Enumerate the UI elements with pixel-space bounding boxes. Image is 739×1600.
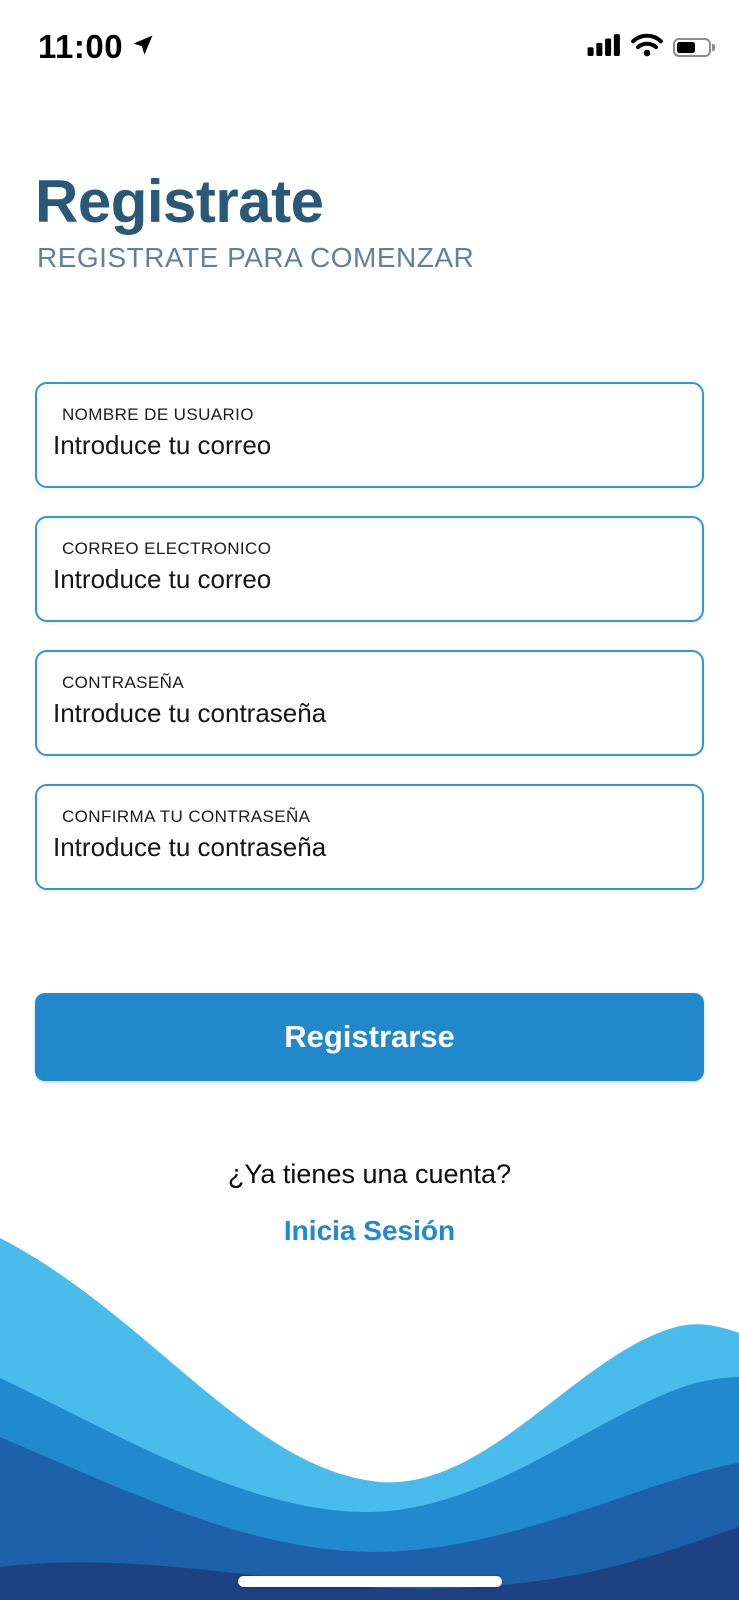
confirm-password-field[interactable]	[35, 784, 704, 890]
email-input[interactable]	[53, 564, 673, 595]
status-time: 11:00	[38, 28, 124, 65]
register-button[interactable]: Registrarse	[35, 993, 704, 1081]
battery-level	[677, 42, 695, 53]
location-arrow-icon	[131, 33, 155, 62]
status-bar	[0, 0, 739, 70]
battery-icon	[673, 38, 716, 57]
email-label: CORREO ELECTRONICO	[62, 539, 272, 558]
password-input[interactable]	[53, 698, 673, 729]
username-field[interactable]	[35, 382, 704, 488]
status-bar-left	[38, 28, 155, 66]
password-field[interactable]	[35, 650, 704, 756]
status-bar-right	[587, 33, 716, 62]
page-title: Registrate	[35, 168, 324, 235]
wave-decoration	[0, 1230, 739, 1600]
signal-strength-icon	[587, 33, 621, 61]
password-label: CONTRASEÑA	[62, 673, 185, 692]
username-input[interactable]	[53, 430, 673, 461]
home-indicator[interactable]	[238, 1576, 502, 1587]
confirm-password-label: CONFIRMA TU CONTRASEÑA	[62, 807, 311, 826]
username-label: NOMBRE DE USUARIO	[62, 405, 254, 424]
battery-tip	[712, 44, 715, 51]
registration-form	[35, 382, 704, 1081]
wifi-icon	[631, 33, 663, 62]
email-field[interactable]	[35, 516, 704, 622]
login-link[interactable]: Inicia Sesión	[283, 1215, 456, 1246]
page-subtitle: REGISTRATE PARA COMENZAR	[37, 242, 475, 273]
login-question: ¿Ya tienes una cuenta?	[227, 1159, 512, 1189]
confirm-password-input[interactable]	[53, 832, 673, 863]
